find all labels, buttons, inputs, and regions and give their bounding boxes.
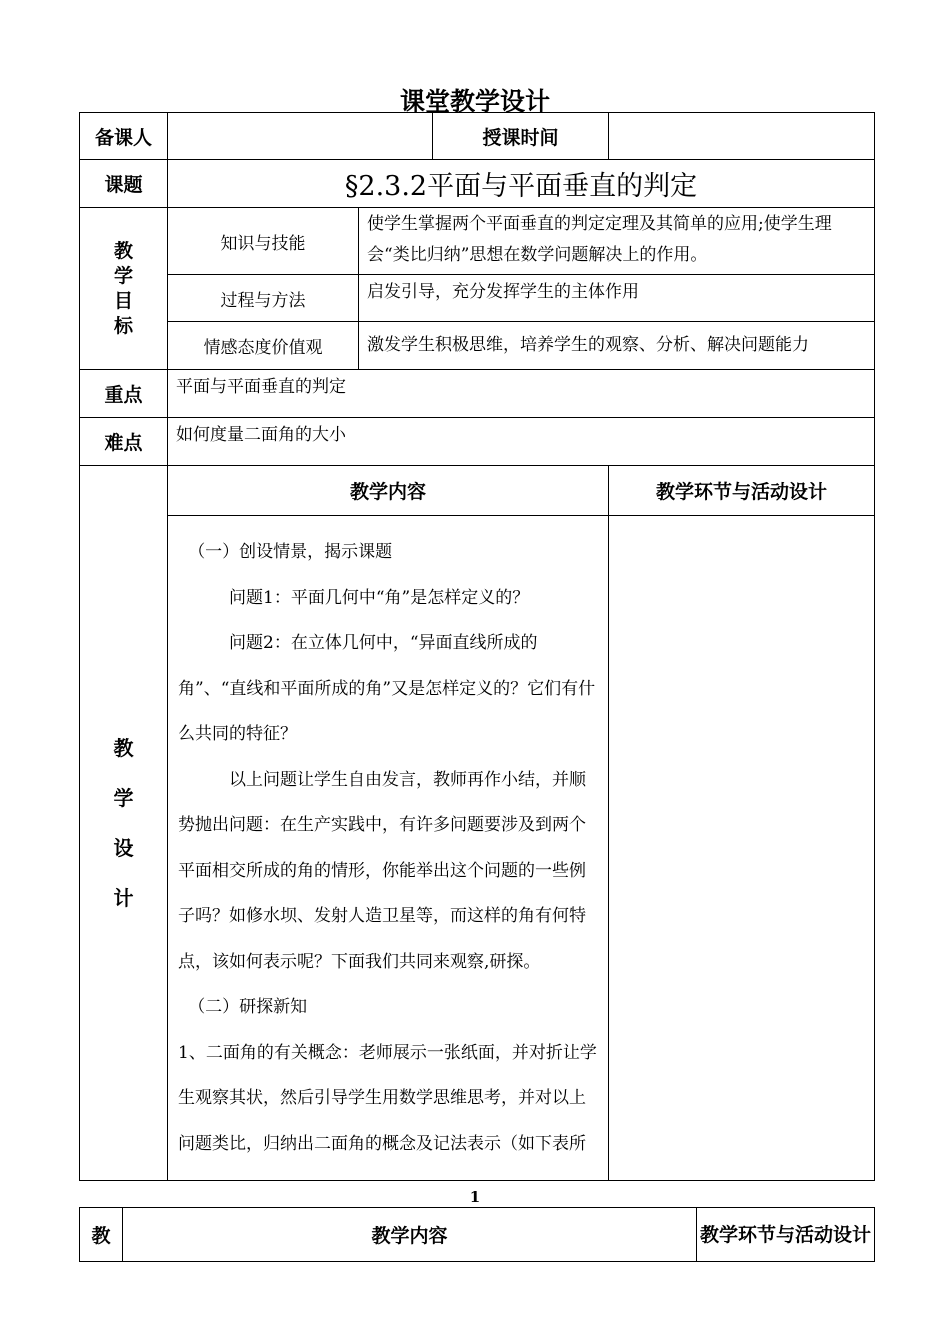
design-label: [80, 466, 168, 1181]
teaching-content: [168, 516, 609, 1181]
topic-label: 课题: [80, 160, 168, 208]
preparer-value[interactable]: [168, 113, 433, 160]
content-paragraph: （一）创设情景，揭示课题: [188, 542, 393, 562]
page-number: 1: [469, 1188, 481, 1206]
content-paragraph: 1、二面角的有关概念：老师展示一张纸面，并对折让学生观察其状，然后引导学生用数学思维思考，并对以上问题类比，归纳出二面角的概念及记法表示（如下表所: [178, 1042, 597, 1154]
next-page-table: [79, 1207, 875, 1262]
lesson-plan-table: [79, 112, 875, 1181]
objectives-label-char: 教: [113, 239, 133, 262]
key-point-text: 平面与平面垂直的判定: [168, 370, 875, 418]
content-paragraph: 以上问题让学生自由发言，教师再作小结，并顺势抛出问题：在生产实践中，有许多问题要涉及到两个平面相交所成的角的情形，你能举出这个问题的一些例子吗？如修水坝、发射人造卫星等，而这样的角有何特点，该如何表示呢？下面我们共同来观察,研探。: [178, 769, 586, 972]
content-paragraph: 问题2：在立体几何中，“异面直线所成的角”、“直线和平面所成的角”又是怎样定义的？它们有什么共同的特征？: [178, 633, 596, 744]
content-header: 教学内容: [168, 466, 609, 516]
objectives-label-char: 目: [113, 289, 133, 312]
objectives-label: [80, 208, 168, 370]
time-label: 授课时间: [433, 113, 609, 160]
objective-text-knowledge: 使学生掌握两个平面垂直的判定定理及其简单的应用;使学生理会“类比归纳”思想在数学问题解决上的作用。: [359, 208, 875, 275]
objective-category-knowledge: 知识与技能: [168, 208, 359, 275]
key-point-label: 重点: [80, 370, 168, 418]
preparer-label: 备课人: [80, 113, 168, 160]
difficulty-text: 如何度量二面角的大小: [168, 418, 875, 466]
objectives-label-char: 标: [113, 314, 133, 337]
design-label-char: 计: [113, 886, 134, 910]
design-label-char: 设: [113, 836, 134, 860]
time-value[interactable]: [609, 113, 875, 160]
content-paragraph: （二）研探新知: [188, 997, 308, 1017]
activity-design-cell[interactable]: [609, 516, 875, 1181]
content-paragraph: 问题1：平面几何中“角”是怎样定义的？: [229, 587, 530, 608]
next-page-activity-header: 教学环节与活动设计: [697, 1208, 875, 1262]
objective-category-process: 过程与方法: [168, 275, 359, 322]
objectives-label-char: 学: [113, 264, 133, 287]
design-label-char: 学: [113, 786, 134, 810]
objective-text-attitude: 激发学生积极思维，培养学生的观察、分析、解决问题能力: [359, 322, 875, 370]
objective-category-attitude: 情感态度价值观: [168, 322, 359, 370]
next-page-label: 教: [80, 1208, 123, 1262]
document-title: 课堂教学设计: [399, 87, 550, 116]
topic-value: §2.3.2平面与平面垂直的判定: [168, 160, 875, 208]
activity-header: 教学环节与活动设计: [609, 466, 875, 516]
difficulty-label: 难点: [80, 418, 168, 466]
design-label-char: 教: [113, 736, 134, 760]
objective-text-process: 启发引导，充分发挥学生的主体作用: [359, 275, 875, 322]
next-page-content-header: 教学内容: [123, 1208, 697, 1262]
